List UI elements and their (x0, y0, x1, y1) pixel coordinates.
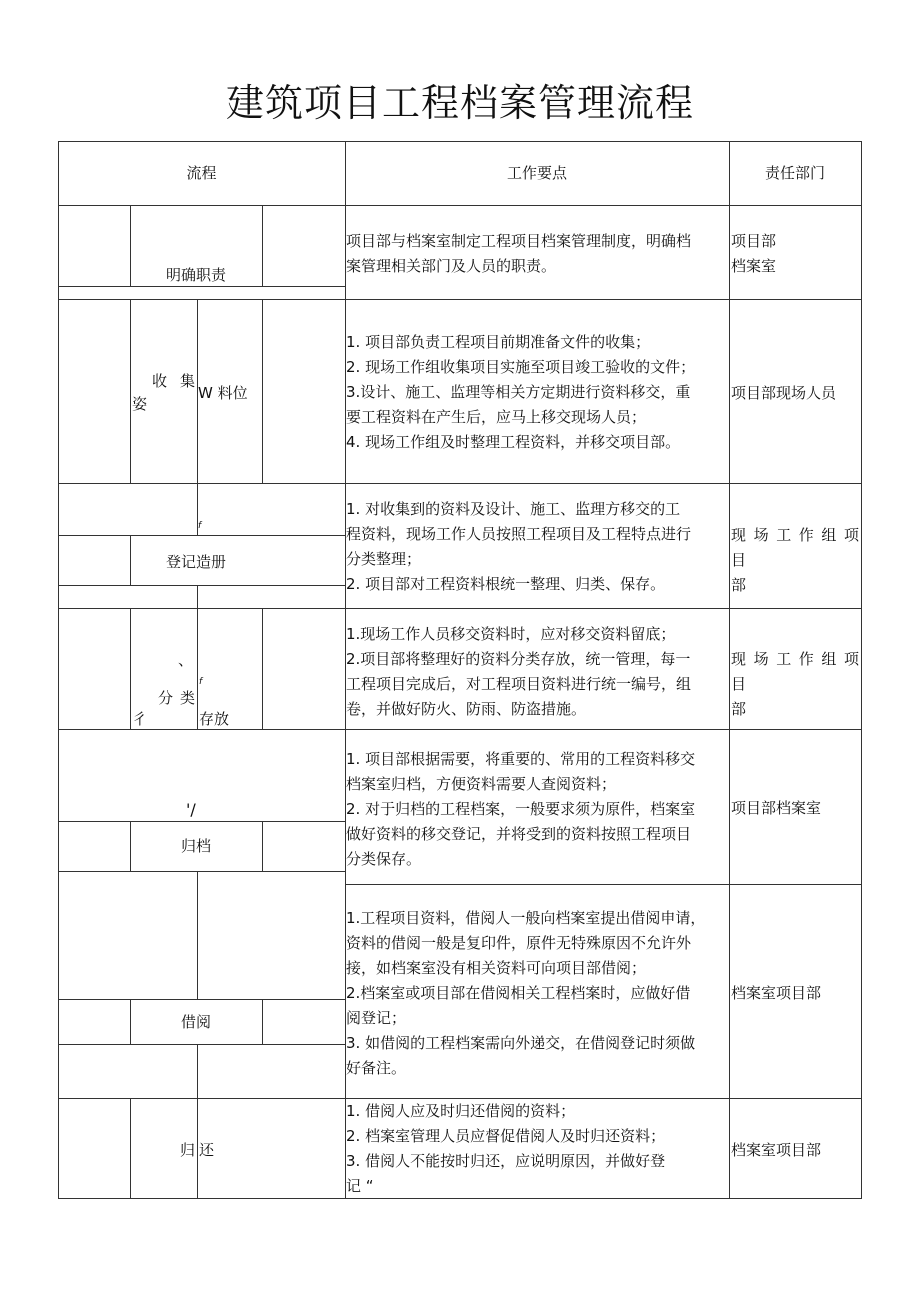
header-key-points: 工作要点 (506, 164, 567, 182)
row-7-points: 1. 借阅人应及时归还借阅的资料； 2. 档案室管理人员应督促借阅人及时归还资料； 3. 借阅人不能按时归还，应说明原因，并做好登 记 “ (346, 1102, 666, 1195)
step-classify-part1: 、 (178, 651, 194, 669)
row-2-dept: 项目部现场人员 (731, 384, 837, 402)
row-5-points: 1. 项目部根据需要，将重要的、常用的工程资料移交 档案室归档，方便资料需要人查阅资料； 2. 对于归档的工程档案，一般要求须为原件，档案室 做好资料的移交登记，并将受到的资料按照工程项目 分类保存。 (346, 750, 696, 868)
row-4-points: 1.现场工作人员移交资料时，应对移交资料留底； 2.项目部将整理好的资料分类存放，统一管理，每一 工程项目完成后，对工程项目资料进行统一编号，组 卷，并做好防火、防雨、防盗措施。 (346, 625, 692, 718)
row-3-dept: 现 场 工 作 组 项 目 部 (731, 526, 859, 594)
step-classify-part5: 存放 (199, 710, 230, 728)
row-1-points: 项目部与档案室制定工程项目档案管理制度，明确档 案管理相关部门及人员的职责。 (346, 232, 692, 275)
row-6-points: 1.工程项目资料，借阅人一般向档案室提出借阅申请， 资料的借阅一般是复印件，原件无特殊原因不允许外 接，如档案室没有相关资料可向项目部借阅； 2.档案室或项目部在借阅相关工程档案时，应做好借 阅登记； 3. 如借阅的工程档案需向外递交，在借阅登记时须做 好备注。 (346, 909, 706, 1077)
row-4-mark: f (199, 677, 203, 687)
row-5-mark: '/ (186, 800, 196, 819)
header-process: 流程 (186, 164, 217, 182)
step-collect-part2: 集 (180, 372, 196, 390)
row-5-dept: 项目部档案室 (731, 799, 822, 817)
step-classify-part3: 类 (180, 689, 196, 707)
header-department: 责任部门 (764, 164, 825, 182)
row-6-dept: 档案室项目部 (731, 984, 822, 1002)
row-7-dept: 档案室项目部 (731, 1141, 822, 1159)
row-1-dept: 项目部 档案室 (731, 232, 777, 275)
step-collect-part1: 收 (152, 372, 168, 390)
step-classify-part4: 彳 (132, 710, 148, 728)
row-3-points: 1. 对收集到的资料及设计、施工、监理方移交的工 程资料，现场工作人员按照工程项目及工程特点进行 分类整理； 2. 项目部对工程资料根统一整理、归类、保存。 (346, 500, 692, 593)
step-archive: 归档 (180, 837, 211, 855)
row-4-dept: 现 场 工 作 组 项 目 部 (731, 650, 859, 718)
step-collect-part3: 姿 (132, 395, 148, 413)
step-return-part1: 归 (180, 1141, 196, 1159)
step-collect-part4: W 料位 (198, 384, 248, 402)
step-register: 登记造册 (165, 553, 226, 571)
page-title: 建筑项目工程档案管理流程 (225, 81, 694, 125)
step-borrow: 借阅 (180, 1013, 211, 1031)
row-3-mark: f (198, 521, 202, 531)
step-return-part2: 还 (199, 1141, 215, 1159)
row-2-points: 1. 项目部负责工程项目前期准备文件的收集； 2. 现场工作组收集项目实施至项目竣工验收的文件； 3.设计、施工、监理等相关方定期进行资料移交，重 要工程资料在产生后，应马上移交现场人员； 4. 现场工作组及时整理工程资料，并移交项目部。 (346, 333, 696, 451)
step-classify-part2: 分 (158, 689, 174, 707)
step-clarify-duties: 明确职责 (165, 266, 226, 284)
